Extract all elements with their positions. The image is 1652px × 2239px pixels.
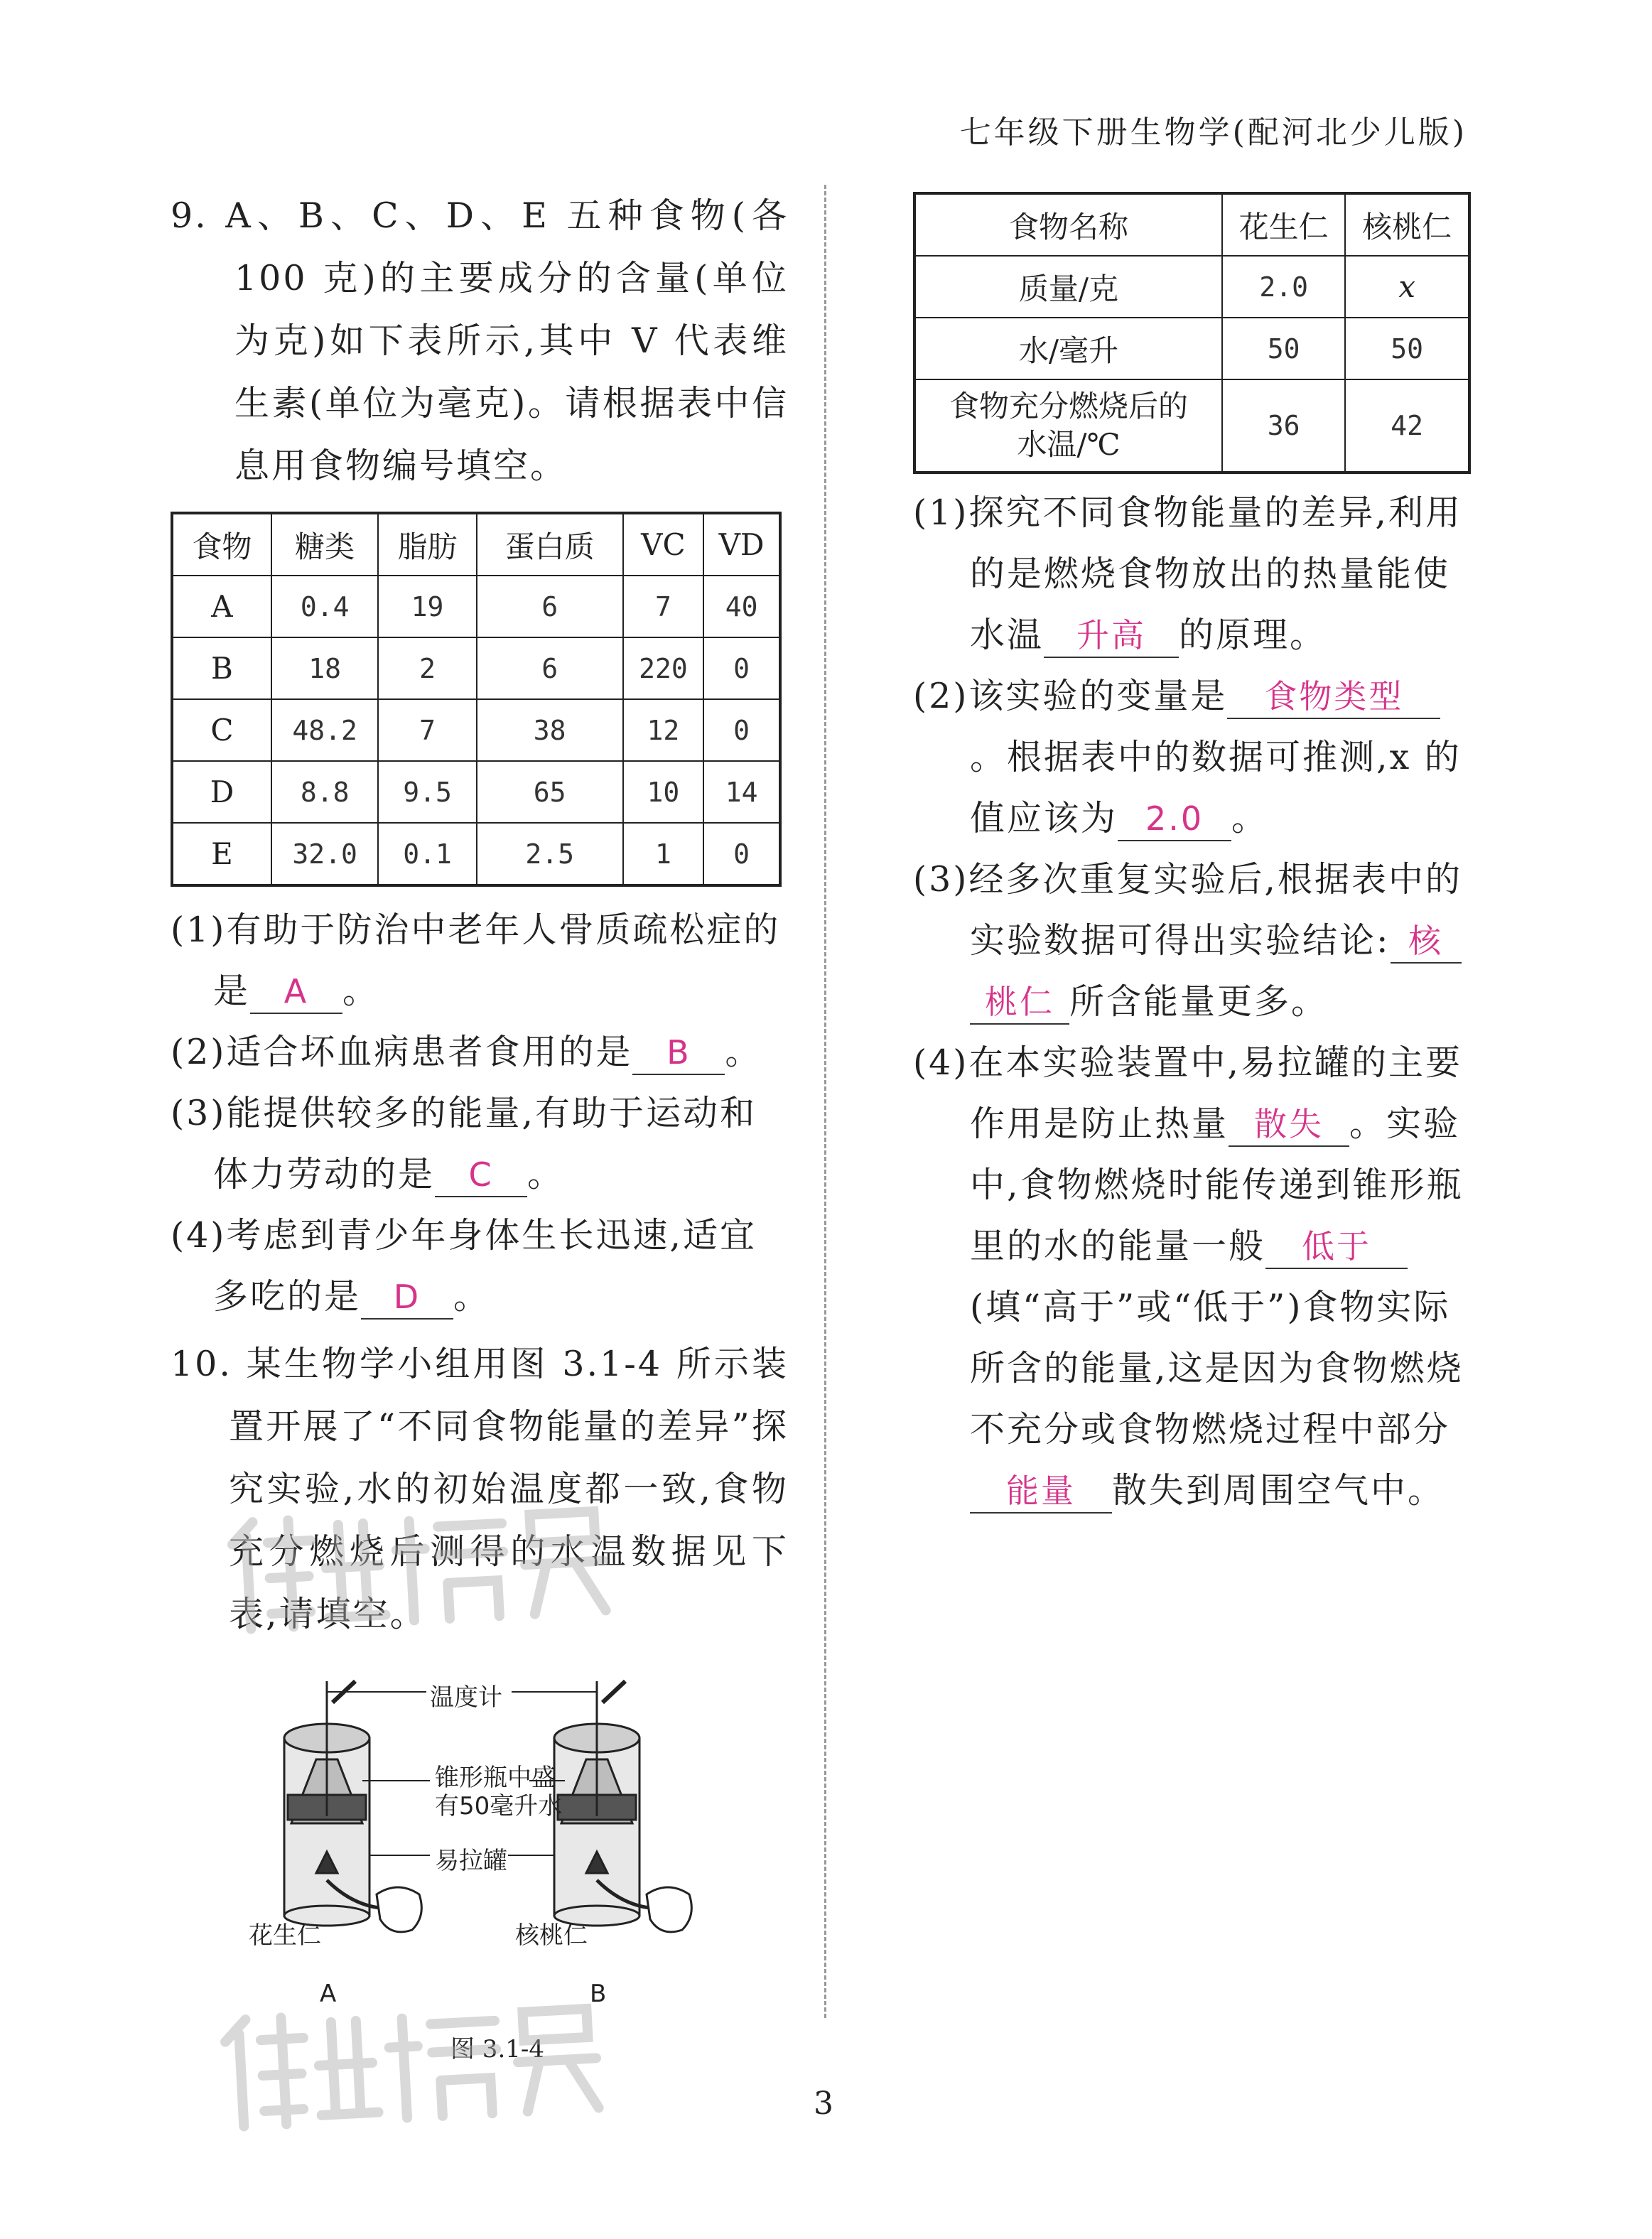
q9-cell: 0: [703, 823, 780, 885]
watermark-logo-lower: [210, 1993, 613, 2135]
q10-th: 食物名称: [914, 193, 1222, 256]
q10-sub2: [913, 666, 1471, 849]
table-row: [172, 637, 780, 699]
q9-sub4-text: (4)考虑到青少年身体生长迅速,适宜多吃的是: [171, 1215, 757, 1317]
q9-cell: E: [172, 823, 271, 885]
q9-table: [171, 512, 782, 887]
q10-sub3-answer-b: 桃仁: [970, 981, 1069, 1025]
q9-cell: 220: [623, 637, 704, 699]
q9-th: 蛋白质: [477, 513, 623, 576]
q9-cell: 6: [477, 637, 623, 699]
q9-cell: D: [172, 761, 271, 823]
q10-sub3-answer-a: 核: [1391, 919, 1462, 964]
table-row: [914, 318, 1469, 379]
q9-sub4-answer: D: [361, 1275, 453, 1320]
q10-sub2-end: 。: [1231, 798, 1269, 838]
label-walnut: 核桃仁: [515, 1921, 588, 1950]
q10-sub4-mid2: (填“高于”或“低于”)食物实际所含的能量,这是因为食物燃烧不充分或食物燃烧过程中部分: [970, 1287, 1464, 1450]
q9-th: VD: [703, 513, 780, 576]
q10-intro: 10. 某生物学小组用图 3.1-4 所示装置开展了“不同食物能量的差异”探究实验,水的初始温度都一致,食物充分燃烧后测得的水温数据见下表,请填空。: [171, 1344, 789, 1634]
label-peanut: 花生仁: [249, 1921, 321, 1950]
watermark-logo-upper: [217, 1496, 620, 1637]
q10-cell: 质量/克: [914, 256, 1222, 318]
q10-sub4-answer2: 低于: [1265, 1225, 1408, 1269]
q9-sub4: [171, 1205, 789, 1327]
table-row: [172, 823, 780, 885]
q9-sub1-text: (1)有助于防治中老年人骨质疏松症的是: [171, 910, 781, 1011]
q9-cell: 2.5: [477, 823, 623, 885]
q10-sub1: [913, 482, 1471, 666]
q10-sub2-text: (2)该实验的变量是: [913, 676, 1228, 716]
q9-sub1-answer: A: [250, 970, 342, 1014]
q10-th: 核桃仁: [1345, 193, 1469, 256]
table-row: [914, 256, 1469, 318]
figure-caption: 图 3.1-4: [450, 2035, 544, 2063]
q9-sub3-text: (3)能提供较多的能量,有助于运动和体力劳动的是: [171, 1093, 757, 1194]
q9-cell: 8.8: [271, 761, 378, 823]
q9-table-header-row: [172, 513, 780, 576]
q9-cell: A: [172, 576, 271, 637]
apparatus-b: [554, 1681, 691, 1932]
label-can: 易拉罐: [435, 1847, 507, 1875]
q9-sub2: [171, 1022, 789, 1083]
q10-sub1-end: 的原理。: [1179, 615, 1327, 655]
q9-sub1-end: 。: [342, 971, 380, 1011]
q10-sub2-mid: 。根据表中的数据可推测,x 的值应该为: [970, 737, 1462, 838]
q9-sub2-end: 。: [725, 1032, 762, 1072]
q9-cell: B: [172, 637, 271, 699]
q9-cell: 2: [378, 637, 476, 699]
q9-cell: 7: [378, 699, 476, 761]
q10-sub1-text: (1)探究不同食物能量的差异,利用的是燃烧食物放出的热量能使水温: [913, 492, 1462, 655]
q10-sub4-answer3: 能量: [970, 1469, 1112, 1514]
q9-sub3: [171, 1083, 789, 1205]
label-flask-line1: 锥形瓶中盛: [435, 1764, 556, 1792]
label-b: B: [590, 1980, 607, 2008]
q9-cell: 6: [477, 576, 623, 637]
q9-th: 糖类: [271, 513, 378, 576]
q9-sub4-end: 。: [453, 1276, 491, 1317]
page-number: 3: [814, 2086, 833, 2122]
q9-cell: 7: [623, 576, 704, 637]
q10-cell: 36: [1222, 379, 1345, 473]
label-thermometer: 温度计: [430, 1683, 502, 1712]
q9-sub2-answer: B: [632, 1031, 725, 1075]
q9-cell: 0: [703, 699, 780, 761]
q10-cell: 食物充分燃烧后的水温/℃: [914, 379, 1222, 473]
q10-cell: 2.0: [1222, 256, 1345, 318]
q9-th: 脂肪: [378, 513, 476, 576]
q9-cell: 14: [703, 761, 780, 823]
q10-cell: x: [1345, 256, 1469, 318]
q10-sub4-text: (4)在本实验装置中,易拉罐的主要作用是防止热量: [913, 1042, 1462, 1144]
watermark-logo-2: [210, 1993, 615, 2160]
q10-sub3: [913, 849, 1471, 1032]
q9-sub2-text: (2)适合坏血病患者食用的是: [171, 1032, 633, 1072]
watermark-logo: [217, 1496, 622, 1663]
q10-cell: 50: [1222, 318, 1345, 379]
q10-sub4-answer1: 散失: [1229, 1103, 1349, 1147]
table-row: [172, 576, 780, 637]
q9-cell: 1: [623, 823, 704, 885]
q10-sub3-end: 所含能量更多。: [1069, 981, 1329, 1022]
column-divider: [824, 185, 826, 2018]
page-header: 七年级下册生物学(配河北少儿版): [959, 114, 1467, 151]
q10-th: 花生仁: [1222, 193, 1345, 256]
q10-cell: 50: [1345, 318, 1469, 379]
q10-sub2-answer1: 食物类型: [1227, 675, 1440, 719]
q9-cell: 0.4: [271, 576, 378, 637]
q10-cell: 水/毫升: [914, 318, 1222, 379]
q9-cell: 32.0: [271, 823, 378, 885]
q9-cell: 0: [703, 637, 780, 699]
q9-cell: 12: [623, 699, 704, 761]
q9-cell: 38: [477, 699, 623, 761]
q9-intro: 9. A、B、C、D、E 五种食物(各 100 克)的主要成分的含量(单位为克)如下表所示,其中 V 代表维生素(单位为毫克)。请根据表中信息用食物编号填空。: [171, 195, 789, 486]
table-row: [172, 699, 780, 761]
q10-cell: 42: [1345, 379, 1469, 473]
table-row: [172, 761, 780, 823]
q9-cell: 18: [271, 637, 378, 699]
q9-cell: 65: [477, 761, 623, 823]
q9-th: 食物: [172, 513, 271, 576]
q9-sub3-end: 。: [527, 1154, 565, 1194]
q9-cell: 10: [623, 761, 704, 823]
label-flask-line2: 有50毫升水: [435, 1792, 563, 1820]
q10-sub2-answer2: 2.0: [1118, 797, 1231, 841]
q10-sub4-end: 散失到周围空气中。: [1112, 1470, 1445, 1511]
q9-cell: 19: [378, 576, 476, 637]
q9-cell: 0.1: [378, 823, 476, 885]
q10-table-header-row: [914, 193, 1469, 256]
table-row: [914, 379, 1469, 473]
q9-th: VC: [623, 513, 704, 576]
right-column: [913, 192, 1471, 1521]
q10-sub3-text: (3)经多次重复实验后,根据表中的实验数据可得出实验结论:: [913, 859, 1462, 961]
label-a: A: [320, 1980, 337, 2008]
apparatus-a: [284, 1681, 421, 1932]
q9-cell: 48.2: [271, 699, 378, 761]
q10-sub4-mid1: 。实验中,食物燃烧时能传递到锥形瓶里的水的能量一般: [970, 1104, 1464, 1266]
q9-cell: 40: [703, 576, 780, 637]
q9-sub1: [171, 900, 789, 1022]
q9-cell: C: [172, 699, 271, 761]
left-column: [171, 185, 789, 2072]
q10-table: [913, 192, 1471, 474]
q9-sub3-answer: C: [435, 1153, 527, 1197]
q10-sub4: [913, 1032, 1471, 1521]
q10-sub1-answer: 升高: [1044, 614, 1179, 658]
q9-cell: 9.5: [378, 761, 476, 823]
